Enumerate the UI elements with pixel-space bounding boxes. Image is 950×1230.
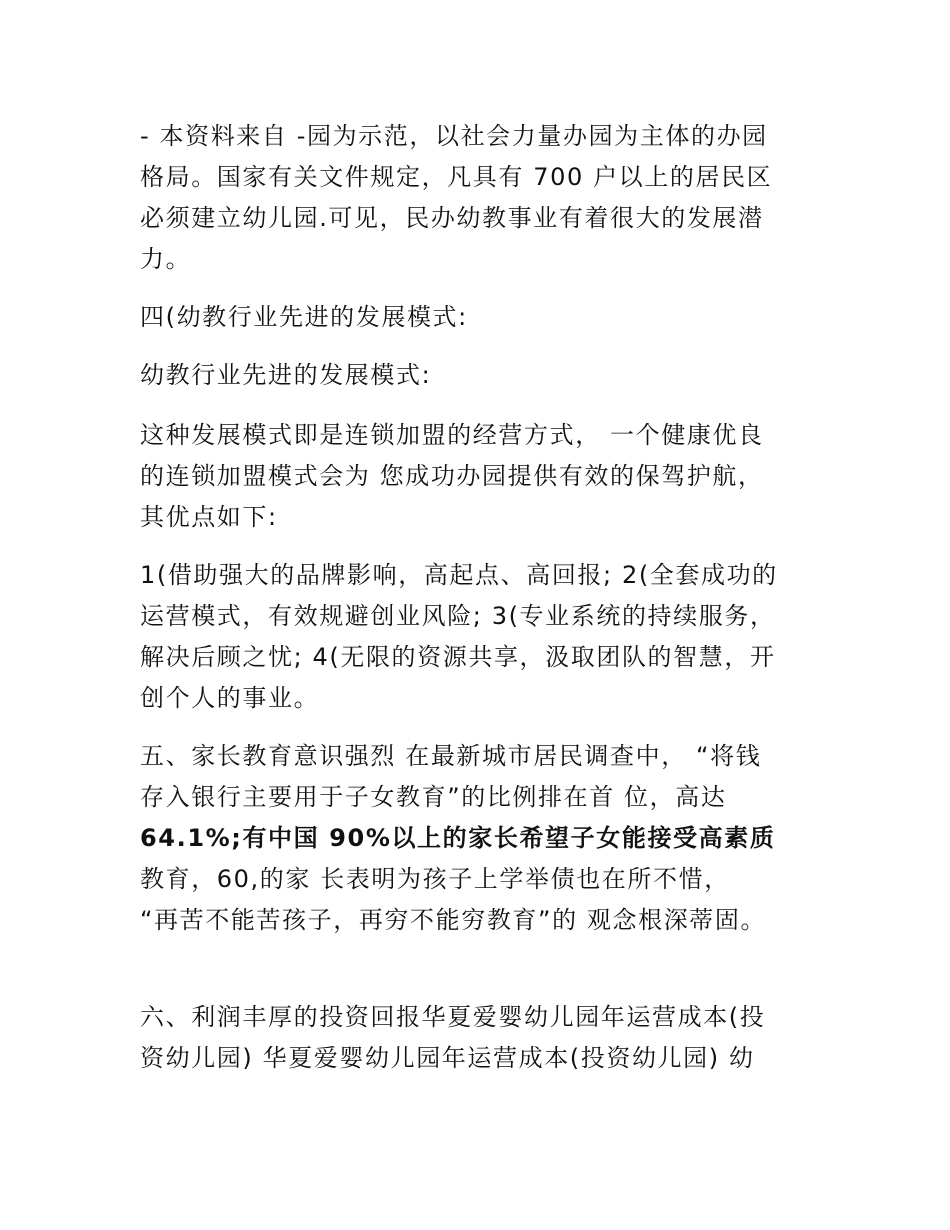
paragraph-line: 资幼儿园) 华夏爱婴幼儿园年运营成本(投资幼儿园) 幼: [140, 1044, 755, 1072]
paragraph-spacer: [140, 719, 820, 736]
paragraph-line: 的连锁加盟模式会为 您成功办园提供有效的保驾护航，: [140, 462, 764, 490]
paragraph-line: 五、家长教育意识强烈 在最新城市居民调查中， “将钱: [140, 742, 762, 770]
paragraph-line: “再苦不能苦孩子，再穷不能穷教育”的 观念根深蒂固。: [140, 906, 767, 934]
paragraph-spacer: [140, 538, 820, 555]
paragraph-line: 这种发展模式即是连锁加盟的经营方式， 一个健康优良: [140, 421, 764, 449]
paragraph-line: 四(幼教行业先进的发展模式:: [140, 303, 468, 331]
paragraph-line: 六、利润丰厚的投资回报华夏爱婴幼儿园年运营成本(投: [140, 1003, 766, 1031]
paragraph-advantages: [140, 555, 820, 719]
paragraph-line: 解决后顾之忧; 4(无限的资源共享，汲取团队的智慧，开: [140, 643, 776, 671]
paragraph-spacer: [140, 396, 820, 415]
paragraph-line: 64.1%;有中国 90%以上的家长希望子女能接受高素质: [140, 824, 776, 852]
paragraph-line: 力。: [140, 245, 192, 273]
document-page: [140, 116, 820, 1079]
section-heading-5: [140, 736, 820, 941]
paragraph-line: 幼教行业先进的发展模式:: [140, 361, 432, 389]
paragraph-line: 教育，60,的家 长表明为孩子上学举债也在所不惜，: [140, 865, 730, 893]
paragraph-line: 1(借助强大的品牌影响，高起点、高回报; 2(全套成功的: [140, 561, 778, 589]
subheading: [140, 355, 820, 396]
paragraph-spacer: [140, 280, 820, 297]
paragraph-spacer: [140, 338, 820, 355]
section-heading-4: [140, 297, 820, 338]
section-heading-6: [140, 997, 820, 1079]
paragraph-line: - 本资料来自 -园为示范，以社会力量办园为主体的办园: [140, 122, 768, 150]
paragraph-line: 格局。国家有关文件规定，凡具有 700 户以上的居民区: [140, 163, 773, 191]
paragraph-line: 存入银行主要用于子女教育”的比例排在首 位，高达: [140, 783, 727, 811]
paragraph-spacer: [140, 941, 820, 997]
paragraph-line: 其优点如下:: [140, 503, 278, 531]
paragraph-line: 创个人的事业。: [140, 684, 320, 712]
paragraph-line: 必须建立幼儿园.可见，民办幼教事业有着很大的发展潜: [140, 204, 764, 232]
paragraph-line: 运营模式，有效规避创业风险; 3(专业系统的持续服务，: [140, 602, 776, 630]
paragraph-model: [140, 415, 820, 538]
paragraph-1: [140, 116, 820, 280]
